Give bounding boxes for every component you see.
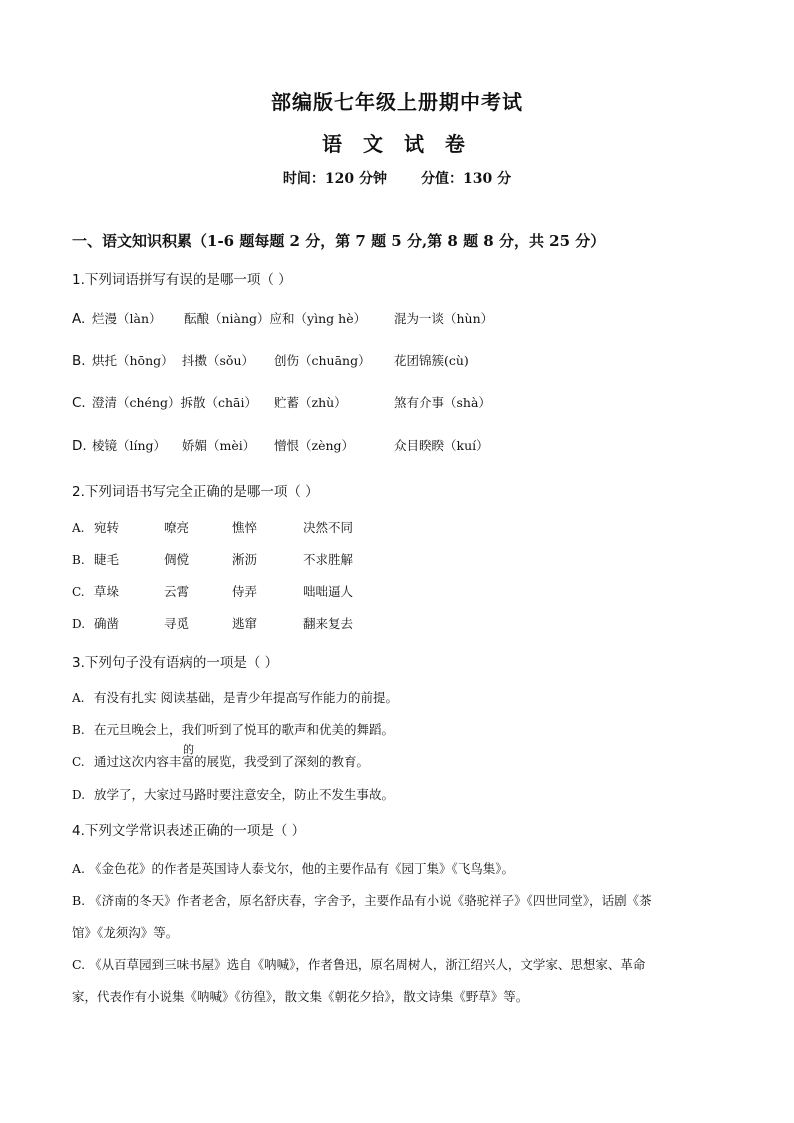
- option-item: 澄清（chéng）拆散（chāi）: [92, 395, 258, 410]
- q4-line: B. 《济南的冬天》作者老舍，原名舒庆春，字舍予，主要作品有小说《骆驼祥子》《四世同堂》，话剧《茶: [72, 893, 652, 908]
- option-item: 翻来复去: [303, 616, 354, 631]
- option-item: 众目睽睽（kuí）: [394, 438, 489, 453]
- option-item: 烂漫（làn）: [92, 311, 162, 326]
- option-item: 花团锦簇(cù): [394, 353, 469, 368]
- option-item: 咄咄逼人: [303, 584, 354, 599]
- option-item: 倜傥: [164, 552, 190, 567]
- exam-meta: [0, 168, 794, 188]
- option-label: A.: [72, 311, 86, 327]
- option-label: B.: [72, 353, 86, 369]
- option-item: 宛转: [94, 520, 120, 535]
- option-text: 在元旦晚会上，我们听到了悦耳的歌声和优美的舞蹈。: [94, 722, 395, 737]
- q3-option-a: [72, 688, 398, 708]
- option-item: 混为一谈（hùn）: [394, 311, 494, 326]
- q4-line: 馆》《龙须沟》等。: [72, 925, 179, 940]
- q4-line: C. 《从百草园到三味书屋》选自《呐喊》，作者鲁迅，原名周树人，浙江绍兴人，文学家、思想家、革命: [72, 957, 646, 972]
- option-item: 嘹亮: [164, 520, 190, 535]
- option-label: C.: [72, 395, 86, 411]
- option-item: 憔悴: [232, 520, 258, 535]
- option-item: 酝酿（niàng）应和（yìng hè）: [184, 311, 367, 326]
- option-label: D.: [72, 617, 86, 631]
- q4-line: 家，代表作有小说集《呐喊》《彷徨》，散文集《朝花夕拾》，散文诗集《野草》等。: [72, 989, 529, 1004]
- q4-line: A. 《金色花》的作者是英国诗人泰戈尔，他的主要作品有《园丁集》《飞鸟集》。: [72, 861, 514, 876]
- option-text: 通过这次内容丰富的展览，我受到了深刻的教育。: [94, 754, 370, 769]
- exam-subtitle: 语 文 试 卷: [322, 132, 472, 156]
- option-text: 有没有扎实 阅读基础，是青少年提高写作能力的前提。: [94, 690, 398, 705]
- exam-title: 部编版七年级上册期中考试: [271, 90, 523, 114]
- time-label: 时间：120 分钟: [282, 171, 387, 187]
- option-item: 憎恨（zèng）: [274, 438, 355, 453]
- option-item: 确凿: [94, 616, 120, 631]
- option-item: 不求胜解: [303, 552, 354, 567]
- option-item: 云霄: [164, 584, 190, 599]
- option-item: 创伤（chuāng）: [274, 353, 371, 368]
- handwritten-correction: 的: [183, 743, 194, 756]
- option-label: D.: [72, 438, 87, 454]
- question-3-stem: 3.下列句子没有语病的一项是（ ）: [72, 655, 279, 671]
- option-item: 抖擞（sǒu）: [182, 353, 254, 368]
- q3-option-c: [72, 752, 369, 772]
- option-item: 煞有介事（shà）: [394, 395, 491, 410]
- question-1-stem: 1.下列词语拼写有误的是哪一项（ ）: [72, 272, 292, 288]
- option-label: B.: [72, 553, 85, 567]
- score-label: 分值：130 分: [421, 171, 512, 187]
- option-item: 烘托（hōng）: [92, 353, 174, 368]
- option-label: C.: [72, 755, 85, 769]
- q3-option-d: [72, 785, 394, 805]
- option-item: 侍弄: [232, 584, 258, 599]
- option-item: 淅沥: [232, 552, 258, 567]
- option-item: 棱镜（líng）: [92, 438, 167, 453]
- section-heading: 一、语文知识积累（1-6 题每题 2 分，第 7 题 5 分,第 8 题 8 分，共 25 分）: [72, 232, 606, 250]
- option-label: C.: [72, 585, 85, 599]
- option-item: 娇媚（mèi）: [182, 438, 256, 453]
- option-item: 睫毛: [94, 552, 120, 567]
- option-item: 寻觅: [164, 616, 190, 631]
- option-label: B.: [72, 723, 85, 737]
- option-item: 贮蓄（zhù）: [274, 395, 347, 410]
- option-item: 逃窜: [232, 616, 258, 631]
- option-label: A.: [72, 691, 85, 705]
- option-label: A.: [72, 521, 85, 535]
- question-4-stem: 4.下列文学常识表述正确的一项是（ ）: [72, 823, 306, 839]
- option-label: D.: [72, 788, 86, 802]
- option-text: 放学了，大家过马路时要注意安全，防止不发生事故。: [94, 787, 395, 802]
- question-2-stem: 2.下列词语书写完全正确的是哪一项（ ）: [72, 484, 319, 500]
- option-item: 草垛: [94, 584, 120, 599]
- q3-option-b: [72, 720, 394, 740]
- option-item: 决然不同: [303, 520, 354, 535]
